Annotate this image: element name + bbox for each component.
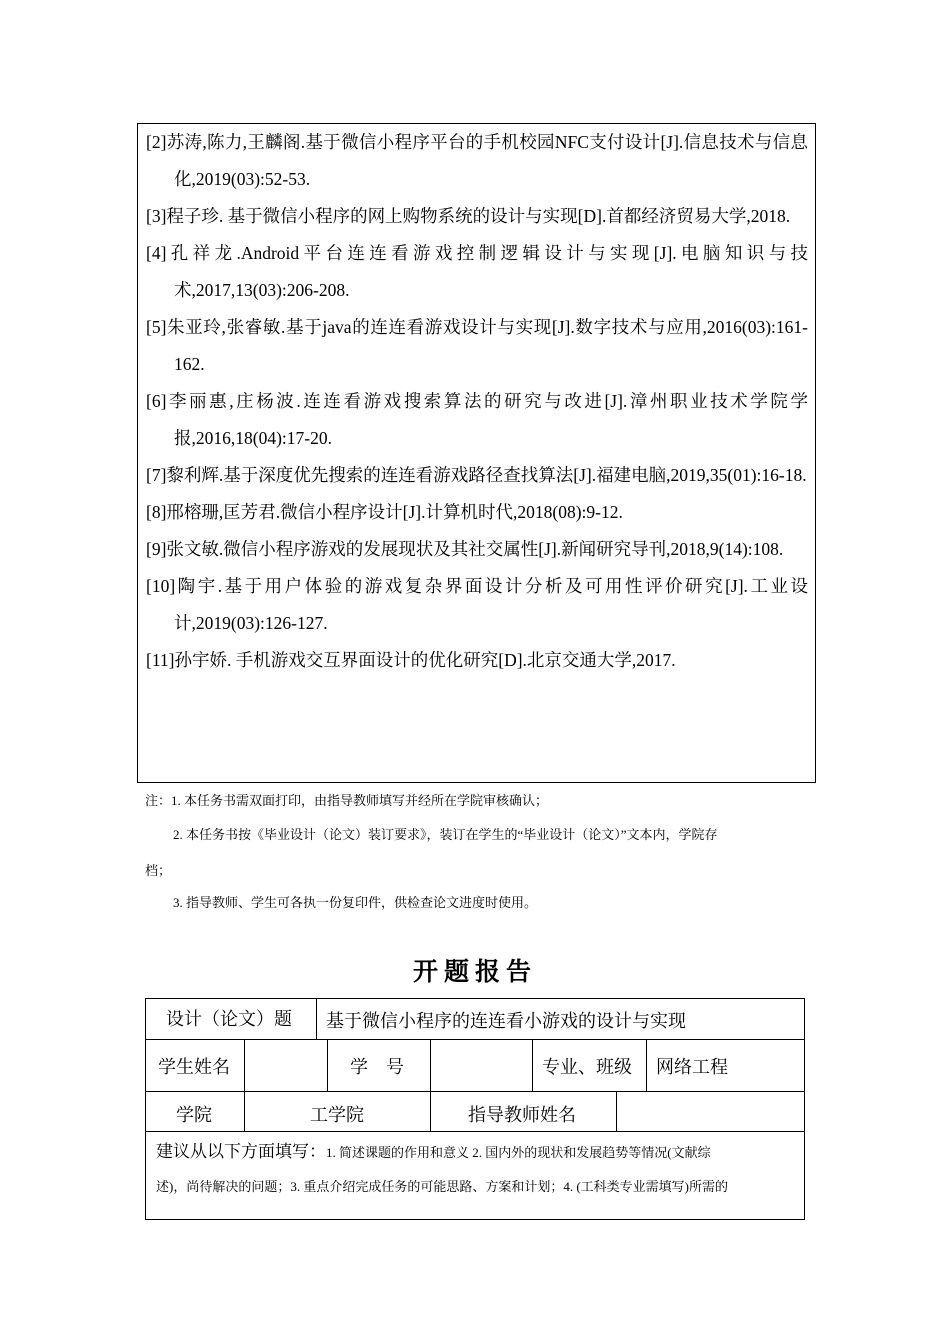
- references-box: [137, 123, 816, 783]
- column-divider: [646, 1039, 647, 1091]
- column-divider: [244, 1039, 245, 1091]
- topic-label: 设计（论文）题: [166, 1009, 292, 1029]
- reference-item-11: [11]孙宇娇. 手机游戏交互界面设计的优化研究[D].北京交通大学,2017.: [146, 650, 676, 670]
- advisor-label: 指导教师姓名: [468, 1105, 576, 1125]
- reference-item-4: [4]孔祥龙.Android平台连连看游戏控制逻辑设计与实现[J].电脑知识与技术,2017,13(03):206-208.: [146, 243, 808, 300]
- column-divider: [244, 1091, 245, 1131]
- major-class-label: 专业、班级: [542, 1057, 632, 1077]
- suggestion-text-1: 1. 简述课题的作用和意义 2. 国内外的现状和发展趋势等情况(文献综: [326, 1145, 711, 1160]
- college-label: 学院: [176, 1105, 212, 1125]
- major-class-value: 网络工程: [656, 1057, 728, 1077]
- row-divider: [146, 1131, 804, 1132]
- reference-item-7: [7]黎利辉.基于深度优先搜索的连连看游戏路径查找算法[J].福建电脑,2019,35(01):16-18.: [146, 465, 807, 485]
- student-name-label: 学生姓名: [158, 1057, 230, 1077]
- suggestion-block: [156, 1135, 796, 1204]
- column-divider: [430, 1091, 431, 1131]
- column-divider: [327, 1039, 328, 1091]
- suggestion-lead: 建议从以下方面填写：: [156, 1142, 326, 1161]
- reference-item-2: [2]苏涛,陈力,王麟阁.基于微信小程序平台的手机校园NFC支付设计[J].信息技术与信息化,2019(03):52-53.: [146, 132, 808, 189]
- reference-item-5: [5]朱亚玲,张睿敏.基于java的连连看游戏设计与实现[J].数字技术与应用,2016(03):161-162.: [146, 317, 808, 374]
- topic-value: 基于微信小程序的连连看小游戏的设计与实现: [326, 1011, 686, 1031]
- reference-item-10: [10]陶宇.基于用户体验的游戏复杂界面设计分析及可用性评价研究[J].工业设计,2019(03):126-127.: [146, 576, 808, 633]
- note-line-1: 注：1. 本任务书需双面打印，由指导教师填写并经所在学院审核确认；: [145, 793, 549, 808]
- suggestion-text-2: 述)，尚待解决的问题；3. 重点介绍完成任务的可能思路、方案和计划；4. (工科类专业需填写)所需的: [156, 1179, 728, 1194]
- report-form-table: [145, 998, 805, 1220]
- note-line-3: 档；: [145, 863, 172, 878]
- suggestion-line-1: [156, 1135, 796, 1170]
- student-id-label: 学 号: [350, 1057, 404, 1077]
- reference-item-3: [3]程子珍. 基于微信小程序的网上购物系统的设计与实现[D].首都经济贸易大学,2018.: [146, 206, 791, 226]
- report-title: 开题报告: [412, 957, 537, 986]
- column-divider: [316, 999, 317, 1039]
- reference-list: [146, 124, 808, 679]
- column-divider: [430, 1039, 431, 1091]
- column-divider: [616, 1091, 617, 1131]
- college-value: 工学院: [310, 1105, 364, 1125]
- column-divider: [532, 1039, 533, 1091]
- note-line-2: 2. 本任务书按《毕业设计（论文）装订要求》，装订在学生的“毕业设计（论文）”文本内，学院存: [173, 827, 718, 842]
- reference-item-6: [6]李丽惠,庄杨波.连连看游戏搜索算法的研究与改进[J].漳州职业技术学院学报,2016,18(04):17-20.: [146, 391, 808, 448]
- reference-item-9: [9]张文敏.微信小程序游戏的发展现状及其社交属性[J].新闻研究导刊,2018,9(14):108.: [146, 539, 784, 559]
- note-line-4: 3. 指导教师、学生可各执一份复印件，供检查论文进度时使用。: [173, 895, 538, 910]
- reference-item-8: [8]邢榕珊,匡芳君.微信小程序设计[J].计算机时代,2018(08):9-12.: [146, 502, 623, 522]
